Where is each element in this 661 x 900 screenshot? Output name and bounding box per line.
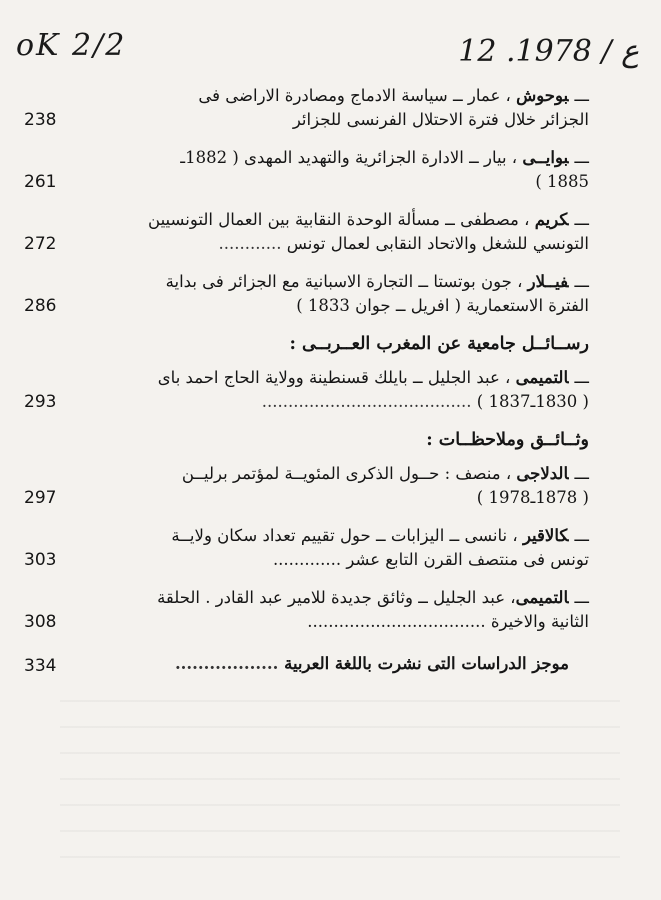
handwritten-note-left: oK 2/2 — [16, 28, 127, 63]
entry-page-number: 261 — [24, 172, 57, 192]
entry-title-line1: ، مصطفى ــ مسألة الوحدة النقابية بين العمال التونسيين — [148, 210, 535, 229]
entry-title-line1: ، عمار ــ سياسة الادماج ومصادرة الاراضى فى — [198, 86, 517, 105]
entry-title-line1: ، عبد الجليل ــ وثائق جديدة للامير عبد القادر . الحلقة — [157, 588, 516, 607]
summary-title: موجز الدراسات التى نشرت باللغة العربية — [284, 654, 569, 673]
toc-entry: ـــالتميمى، عبد الجليل ــ وثائق جديدة للامير عبد القادر . الحلقة الثانية والاخيرة .................................. 308 — [24, 588, 589, 632]
entry-title-line2: ( 1878ـ1978 ) — [476, 488, 589, 507]
entry-page-number: 286 — [24, 296, 57, 316]
handwritten-note-right: 12 .ع / 1978 — [458, 34, 639, 69]
entry-title-line2: التونسي للشغل والاتحاد النقابى لعمال تونس — [286, 234, 589, 253]
toc-entry: ـــبوايــى ، بيار ــ الادارة الجزائرية والتهديد المهدى ( 1882ـ 1885 ) 261 — [24, 148, 589, 192]
entry-title-line1: ، بيار ــ الادارة الجزائرية والتهديد المهدى ( 1882ـ — [180, 148, 523, 167]
entry-author: كريم — [534, 210, 569, 229]
leader-dots: ........................................ — [261, 392, 472, 411]
section-heading-theses: رســائــل جامعية عن المغرب العــربــى : — [289, 334, 589, 354]
toc-entry: ـــبوحوش ، عمار ــ سياسة الادماج ومصادرة الاراضى فى الجزائر خلال فترة الاحتلال الفرنسى للجزائر 238 — [24, 86, 589, 130]
entry-title-line1: ، جون بوتستا ــ التجارة الاسبانية مع الجزائر فى بداية — [165, 272, 528, 291]
entry-author: بوايــى — [522, 148, 569, 167]
entry-title-line1: ، منصف : حــول الذكرى المئويــة لمؤتمر برليــن — [181, 464, 517, 483]
entry-page-number: 238 — [24, 110, 57, 130]
entry-author: الدلاجى — [516, 464, 569, 483]
entry-page-number: 308 — [24, 612, 57, 632]
leader-dots: .................. — [174, 654, 279, 673]
entry-page-number: 303 — [24, 550, 57, 570]
toc-entry: ـــالدلاجى ، منصف : حــول الذكرى المئويــة لمؤتمر برليــن ( 1878ـ1978 ) 297 — [24, 464, 589, 508]
entry-title-line2: تونس فى منتصف القرن التابع عشر ............. — [272, 550, 589, 569]
toc-entry-summary — [0, 648, 661, 688]
leader-dots: ............ — [218, 234, 282, 253]
toc-entry: ـــفيــلار ، جون بوتستا ــ التجارة الاسبانية مع الجزائر فى بداية الفترة الاستعمارية ( افريل ــ جوان 1833 ) 286 — [24, 272, 589, 316]
entry-title-line2: 1885 ) — [535, 172, 589, 191]
entry-page-number: 297 — [24, 488, 57, 508]
entry-author: فيــلار — [527, 272, 569, 291]
entry-author: التميمى — [515, 588, 569, 607]
toc-entry: ـــكالاقير ، نانسى ــ اليزابات ــ حول تقييم تعداد سكان ولايــة تونس فى منتصف القرن التابع عشر ............. 303 — [24, 526, 589, 570]
toc-entry: ـــكريم ، مصطفى ــ مسألة الوحدة النقابية بين العمال التونسيين التونسي للشغل والاتحاد النقابى لعمال تونس ............ 272 — [24, 210, 589, 254]
entry-author: كالاقير — [522, 526, 569, 545]
faded-bleed-through-text — [60, 700, 620, 880]
entry-page-number: 334 — [24, 656, 57, 676]
toc-entry: ـــالتميمى ، عبد الجليل ــ بايلك قسنطينة وولاية الحاج احمد باى ( 1830ـ1837 ) ........................................ 293 — [24, 368, 589, 412]
section-heading-documents: وثــائــق وملاحظــات : — [426, 430, 589, 450]
table-of-contents — [0, 84, 661, 688]
entry-author: التميمى — [515, 368, 569, 387]
entry-title-line2: ( 1830ـ1837 ) — [476, 392, 589, 411]
entry-title-line2: الجزائر خلال فترة الاحتلال الفرنسى للجزائر — [292, 110, 589, 129]
entry-title-line1: ، نانسى ــ اليزابات ــ حول تقييم تعداد سكان ولايــة — [171, 526, 523, 545]
entry-title-line2: الثانية والاخيرة .................................. — [307, 612, 589, 631]
entry-page-number: 293 — [24, 392, 57, 412]
entry-page-number: 272 — [24, 234, 57, 254]
entry-title-line1: ، عبد الجليل ــ بايلك قسنطينة وولاية الحاج احمد باى — [157, 368, 516, 387]
entry-author: بوحوش — [516, 86, 569, 105]
entry-title-line2: الفترة الاستعمارية ( افريل ــ جوان 1833 ) — [296, 296, 589, 315]
